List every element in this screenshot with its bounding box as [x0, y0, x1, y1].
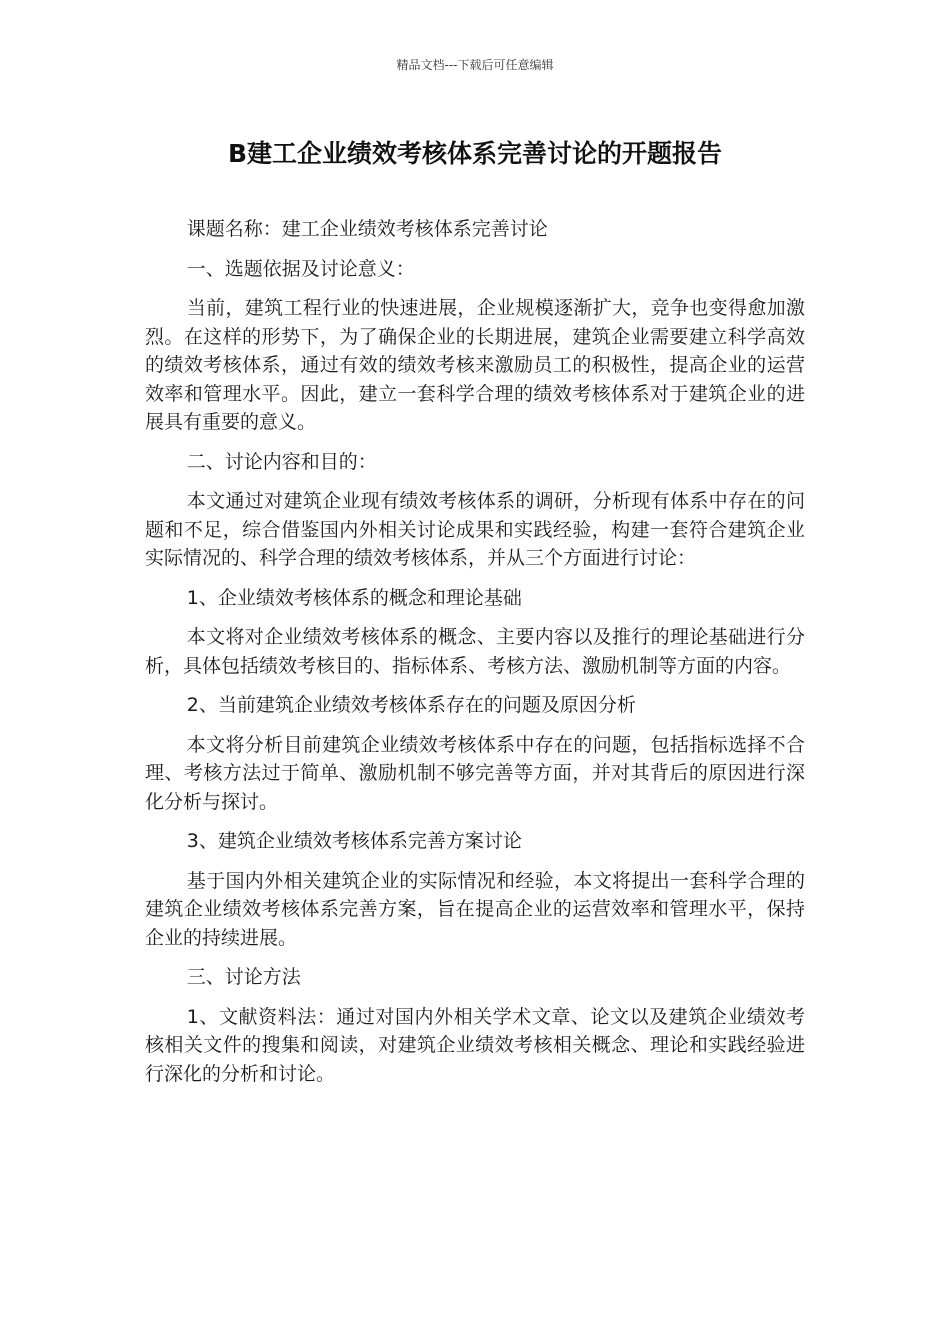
topic-name-line: 课题名称：建工企业绩效考核体系完善讨论 — [186, 218, 548, 240]
paragraph-literature-method: 1、文献资料法：通过对国内外相关学术文章、论文以及建筑企业绩效考核相关文件的搜集和阅读，对建筑企业绩效考核相关概念、理论和实践经验进行深化的分析和讨论。 — [145, 1005, 805, 1085]
header-note: 精品文档---下载后可任意编辑 — [396, 58, 554, 72]
section-heading-methods: 三、讨论方法 — [186, 966, 301, 988]
document-body — [145, 215, 805, 1099]
paragraph-significance: 当前，建筑工程行业的快速进展，企业规模逐渐扩大，竞争也变得愈加激烈。在这样的形势下，为了确保企业的长期进展，建筑企业需要建立科学高效的绩效考核体系，通过有效的绩效考核来激励员工的积极性，提高企业的运营效率和管理水平。因此，建立一套科学合理的绩效考核体系对于建筑企业的进展具有重要的意义。 — [145, 297, 805, 433]
section-heading-content: 二、讨论内容和目的： — [186, 450, 377, 473]
section-heading-basis: 一、选题依据及讨论意义： — [186, 257, 415, 280]
paragraph-problems: 本文将分析目前建筑企业绩效考核体系中存在的问题，包括指标选择不合理、考核方法过于简单、激励机制不够完善等方面，并对其背后的原因进行深化分析与探讨。 — [145, 733, 805, 813]
paragraph-content-intro: 本文通过对建筑企业现有绩效考核体系的调研，分析现有体系中存在的问题和不足，综合借鉴国内外相关讨论成果和实践经验，构建一套符合建筑企业实际情况的、科学合理的绩效考核体系，并从三个方面进行讨论： — [145, 490, 805, 569]
subheading-problems: 2、当前建筑企业绩效考核体系存在的问题及原因分析 — [186, 694, 636, 716]
subheading-concept: 1、企业绩效考核体系的概念和理论基础 — [186, 586, 522, 609]
subheading-plan: 3、建筑企业绩效考核体系完善方案讨论 — [186, 830, 522, 852]
document-title: B建工企业绩效考核体系完善讨论的开题报告 — [227, 139, 723, 168]
paragraph-plan: 基于国内外相关建筑企业的实际情况和经验，本文将提出一套科学合理的建筑企业绩效考核体系完善方案，旨在提高企业的运营效率和管理水平，保持企业的持续进展。 — [145, 869, 805, 949]
paragraph-concept: 本文将对企业绩效考核体系的概念、主要内容以及推行的理论基础进行分析，具体包括绩效考核目的、指标体系、考核方法、激励机制等方面的内容。 — [145, 626, 805, 677]
